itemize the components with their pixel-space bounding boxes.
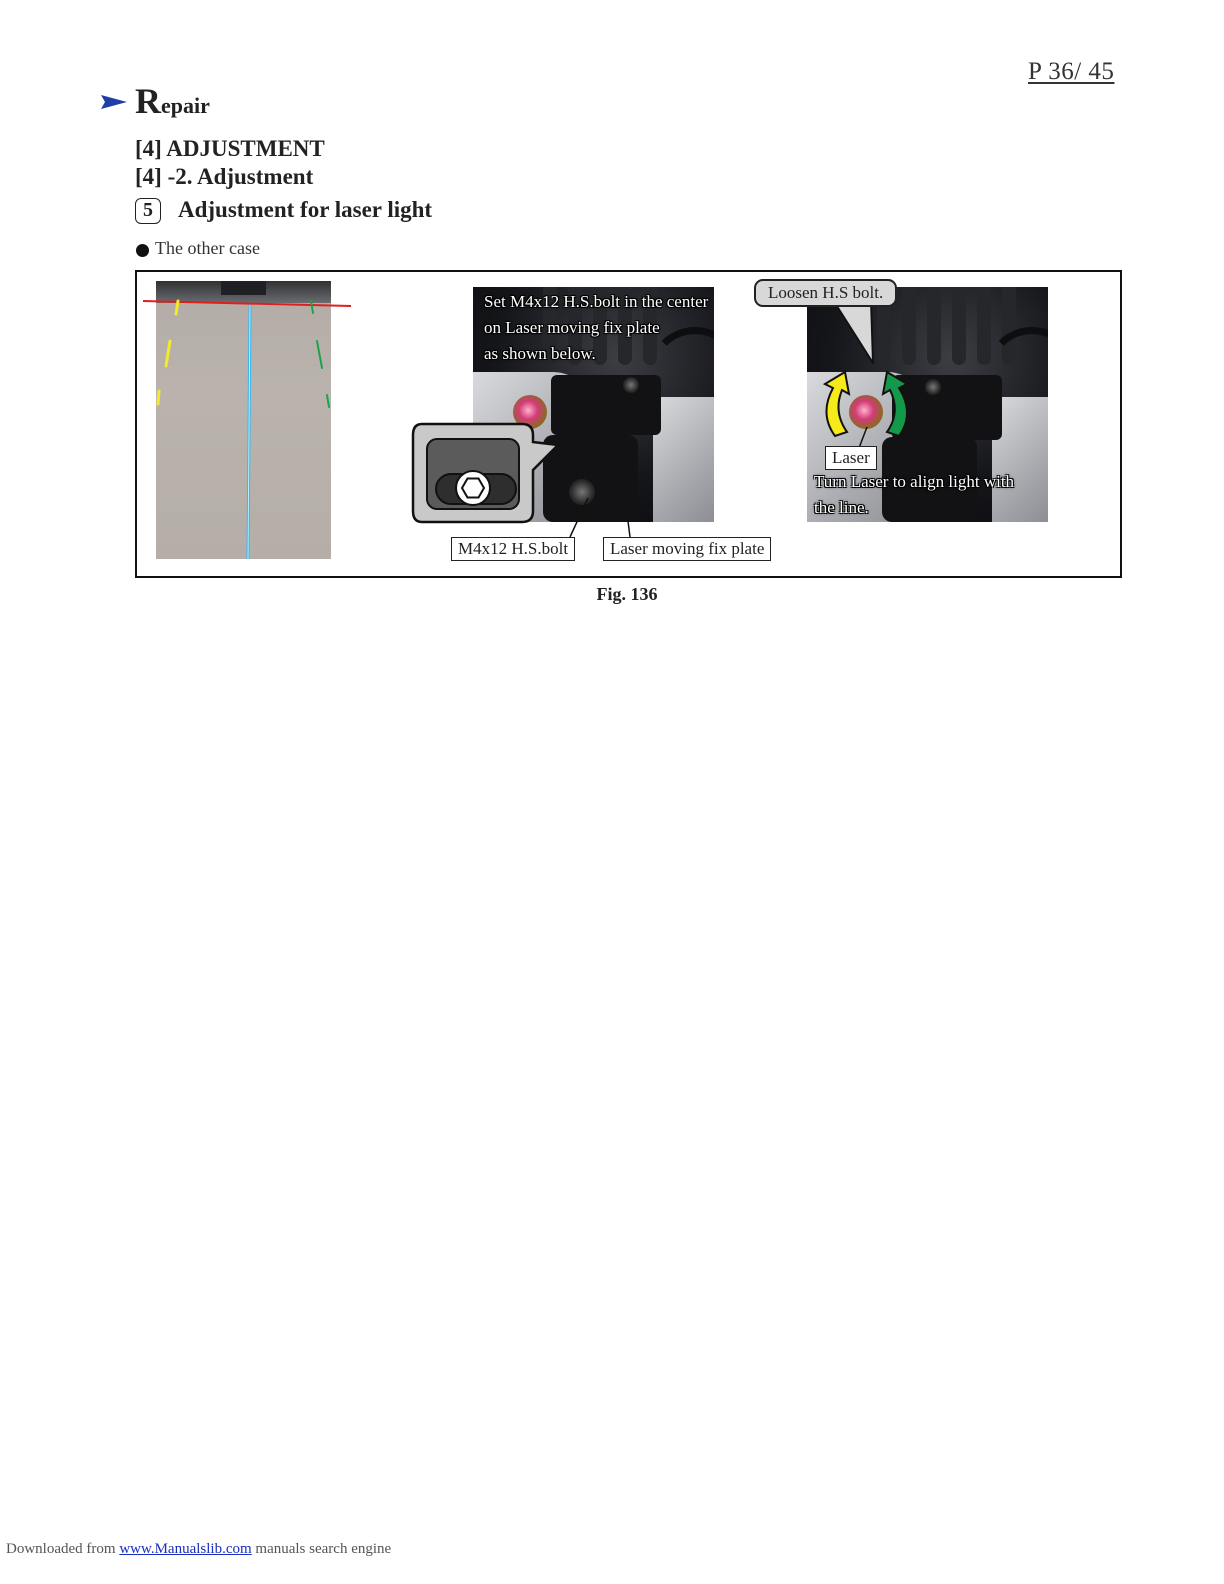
bolt-instruction-line-1: Set M4x12 H.S.bolt in the center	[484, 292, 709, 311]
bolt-instruction-line-3: as shown below.	[484, 344, 596, 363]
footer	[6, 1541, 391, 1558]
section-title	[135, 80, 210, 122]
laser-instruction-line-1: Turn Laser to align light with	[814, 472, 1015, 491]
laser-line-marks	[140, 281, 360, 561]
heading-adjustment: [4] ADJUSTMENT	[135, 136, 325, 161]
label-m4x12-bolt: M4x12 H.S.bolt	[451, 537, 575, 561]
section-title-initial: R	[135, 81, 161, 121]
label-laser: Laser	[825, 446, 877, 470]
step-title: Adjustment for laser light	[178, 197, 433, 222]
step-number-badge: 5	[135, 198, 161, 224]
laser-instruction-line-2: the line.	[814, 498, 869, 517]
page-number: P 36/ 45	[1028, 58, 1115, 85]
footer-link[interactable]: www.Manualslib.com	[119, 1541, 252, 1557]
bolt-slot-detail-icon	[410, 422, 570, 526]
section-arrow-icon	[101, 94, 127, 110]
callout-loosen-hs-bolt: Loosen H.S bolt.	[754, 279, 897, 307]
subheading-adjustment: [4] -2. Adjustment	[135, 164, 314, 189]
bullet-text: The other case	[155, 238, 260, 258]
label-laser-moving-fix-plate: Laser moving fix plate	[603, 537, 771, 561]
section-title-rest: epair	[161, 93, 210, 118]
footer-prefix: Downloaded from	[6, 1541, 120, 1557]
bolt-instruction-line-2: on Laser moving fix plate	[484, 318, 660, 337]
callout-pointer	[825, 300, 885, 366]
figure-caption: Fig. 136	[596, 584, 658, 604]
footer-suffix: manuals search engine	[251, 1541, 392, 1557]
bullet-icon	[136, 244, 149, 257]
